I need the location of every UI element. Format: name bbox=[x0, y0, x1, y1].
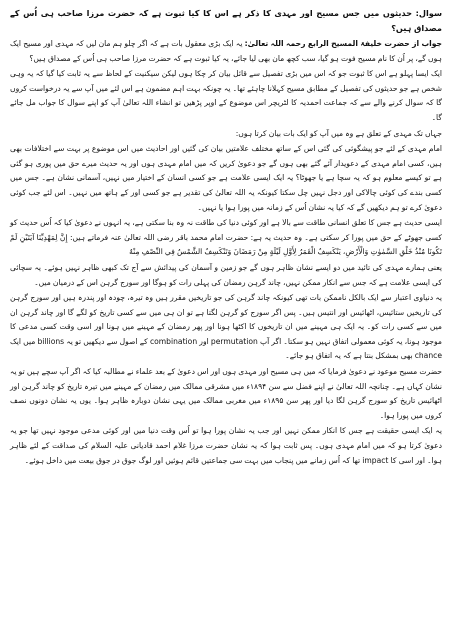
answer-paragraph bbox=[10, 37, 442, 66]
term-billions: billions bbox=[37, 336, 65, 346]
paragraph-7 bbox=[10, 291, 442, 364]
paragraph-7-tail: کے اصول سے دیکھیں تو یہ bbox=[66, 336, 148, 346]
question-heading: سوال: حدیثوں میں جس مسیح اور مہدی کا ذکر ہے اس کا کیا ثبوت ہے کہ حضرت مرزا صاحب ہی اُس کے مصداق ہیں؟ bbox=[10, 8, 442, 33]
term-permutation: permutation bbox=[210, 336, 258, 346]
paragraph-7-tail2: میں ایک bbox=[10, 336, 36, 346]
paragraph-9-end: تھا کہ اُس زمانے میں پنجاب میں بہت سی جماعتیں قائم ہوئیں اور لوگ جوق در جوق بیعت میں داخل ہوئے۔ bbox=[24, 455, 361, 465]
paragraph-9 bbox=[10, 424, 442, 468]
paragraph-8: حضرت مسیح موعود نے دعویٰ فرمایا کہ میں ہی مسیح اور مہدی ہوں اور اس دعویٰ کے بعد علماء نے مطالبہ کیا کہ اگر آپ سچے ہیں تو یہ نشان کہاں ہے۔ چنانچہ اللہ تعالیٰ نے اپنے فضل سے سن ۱۸۹۴ء میں مشرقی ممالک میں رمضان کے مہینے میں تیرہ تاریخ کو چاند گرہن اور اٹھائیس تاریخ کو سورج گرہن لگا دیا اور پھر سن ۱۸۹۵ء میں مغربی ممالک میں یہی نشان دوبارہ ظاہر ہوا۔ یوں یہ نشان دونوں نصف کروں میں پورا ہوا۔ bbox=[10, 367, 443, 420]
paragraph-6: یعنی ہمارے مہدی کی تائید میں دو ایسے نشان ظاہر ہوں گے جو زمین و آسمان کی پیدائش سے آج تک کبھی ظاہر نہیں ہوئے۔ یہ سچائی کی ایسی علامت ہے کہ جس سے انکار ممکن نہیں، چاند گرہن رمضان کی پہلی رات کو ہوگا اور سورج گرہن اس کے درمیان میں۔ bbox=[10, 262, 442, 287]
paragraph-4: امام مہدی کے لئے جو پیشگوئی کی گئی اس کے ساتھ مختلف علامتیں بیان کی گئیں اور احادیث میں اس موضوع پر بہت سے اختلافات بھی ہیں، کسی امام مہدی کے دعویدار آئے گئے بھی ہوں گے جو دعویٰ کریں کہ میں امام مہدی ہوں اور یہ حدیث میرے حق میں پوری ہو گئی ہے تو کیسے معلوم ہو کہ یہ سچا ہے یا جھوٹا؟ یہ ایک ایسی علامت ہے جو کسی انسان کے اختیار میں نہیں، آسمانی نشان ہے۔ جس میں کسی بندے کی کوئی چالاکی اور دجل نہیں چل سکتا کیونکہ یہ اللہ تعالیٰ کی تقدیر ہے جو کسی اور کے ہاتھ میں نہیں۔ اس لئے جب کوئی دعویٰ کرے تو ہم دیکھیں گے کہ کیا یہ نشان اُس کے زمانہ میں پورا ہوا یا نہیں۔ bbox=[10, 144, 442, 212]
term-impact: impact bbox=[362, 455, 389, 465]
paragraph-5 bbox=[10, 216, 442, 260]
term-chance: chance bbox=[414, 351, 442, 361]
arabic-hadith-quote: إِنَّ لِمَهْدِيِّنَا آيَتَيْنِ لَمْ تَكُونَا مُنْذُ خَلْقِ السَّمٰوٰتِ وَالْأَرْضِ، يَنْكَسِفُ الْقَمَرُ لِأَوَّلِ لَيْلَةٍ مِنْ رَمَضَانَ وَتَنْكَسِفُ الشَّمْسُ فِي النِّصْفِ مِنْهُ bbox=[10, 232, 442, 257]
paragraph-9-text: یہ ایک ایسی حقیقت ہے جس کا انکار ممکن نہیں اور جب یہ نشان پورا ہوا تو اُس وقت دنیا میں اور کوئی مدعی موجود نہیں تھا جو یہ دعویٰ کرتا ہو کہ میں امام مہدی ہوں۔ پس ثابت ہوا کہ یہ نشان حضرت مرزا غلام احمد قادیانی علیہ السلام کی صداقت کے لئے ظاہر ہوا۔ اور اسی کا bbox=[10, 426, 442, 465]
answer-lead: جواب از حضرت خلیفۃ المسیح الرابع رحمہ اللہ تعالیٰ: bbox=[244, 39, 443, 48]
paragraph-7-text: یہ دنیاوی اعتبار سے ایک بالکل ناممکن بات تھی کیونکہ چاند گرہن کی جو تاریخیں مقرر ہیں وہ تیرہ، چودہ اور پندرہ ہیں اور سورج گرہن کی تاریخیں ستائیس، اٹھائیس اور انتیس ہیں۔ پس اگر سورج کو گرہن لگتا ہے تو ان ہی میں سے کسی تاریخ کو لگے گا اور چاند گرہن ان میں سے کسی رات کو۔ یہ ایک ہی مہینے میں ان تاریخوں کا اکٹھا ہونا اور پھر رمضان کے مہینے میں ہونا اور اسی وقت کسی مدعی کا موجود ہونا، یہ کوئی معمولی اتفاق نہیں ہو سکتا۔ اگر آپ bbox=[10, 293, 442, 346]
term-combination: combination bbox=[149, 336, 198, 346]
answer-body: یہ ایک بڑی معقول بات ہے کہ اگر چلو ہم مان لیں کہ مہدی اور مسیح ایک ہوں گے، پر اُن کا نام مسیح فوت ہو گیا، سب کچھ مان بھی لیا جائے، یہ کیا ثبوت ہے کہ حضرت مرزا صاحب ہی اُس کے مصداق ہیں؟ bbox=[10, 39, 442, 63]
paragraph-2: ایک ایسا پہلو ہے اس کا ثبوت جو کہ اس میں بڑی تفصیل سے قائل بیان کر چکا ہوں لیکن سیکنیت کے لحاظ سے یہ ثابت کیا گیا کہ یہ وہی شخص ہے جو حدیثوں کی تفصیل کے مطابق مسیح کہلانا چاہئے تھا۔ یہ چونکہ بہت اہم مضمون ہے اس لئے میں آپ سے یہ درخواست کروں گا کہ سوال کرنے والے سے کہ جماعت احمدیہ کا لٹریچر اس موضوع کے اوپر پڑھیں تو انشاء اللہ تعالیٰ آپ کو اپنے سوال کا جواب مل جائے گا۔ bbox=[10, 69, 442, 122]
paragraph-7-end: بھی بمشکل بنتا ہے کہ یہ اتفاق ہو جائے۔ bbox=[285, 351, 413, 361]
paragraph-5-text: ایسی حدیث ہے جس کا تعلق انسانی طاقت سے بالا ہے اور کوئی دنیا کی طاقت نہ وہ بنا سکتی ہے، یہ انہوں نے دعویٰ کیا کہ اُس حدیث کو کسی جھوٹے کے حق میں پورا کر سکتی ہے۔ وہ حدیث یہ ہے: حضرت امام محمد باقر رضی اللہ تعالیٰ عنہ فرماتے ہیں: bbox=[10, 218, 442, 242]
paragraph-3: جہاں تک مہدی کے تعلق ہے وہ میں آپ کو ایک بات بیان کرتا ہوں: bbox=[235, 128, 442, 138]
paragraph-7-and: اور bbox=[199, 336, 209, 346]
